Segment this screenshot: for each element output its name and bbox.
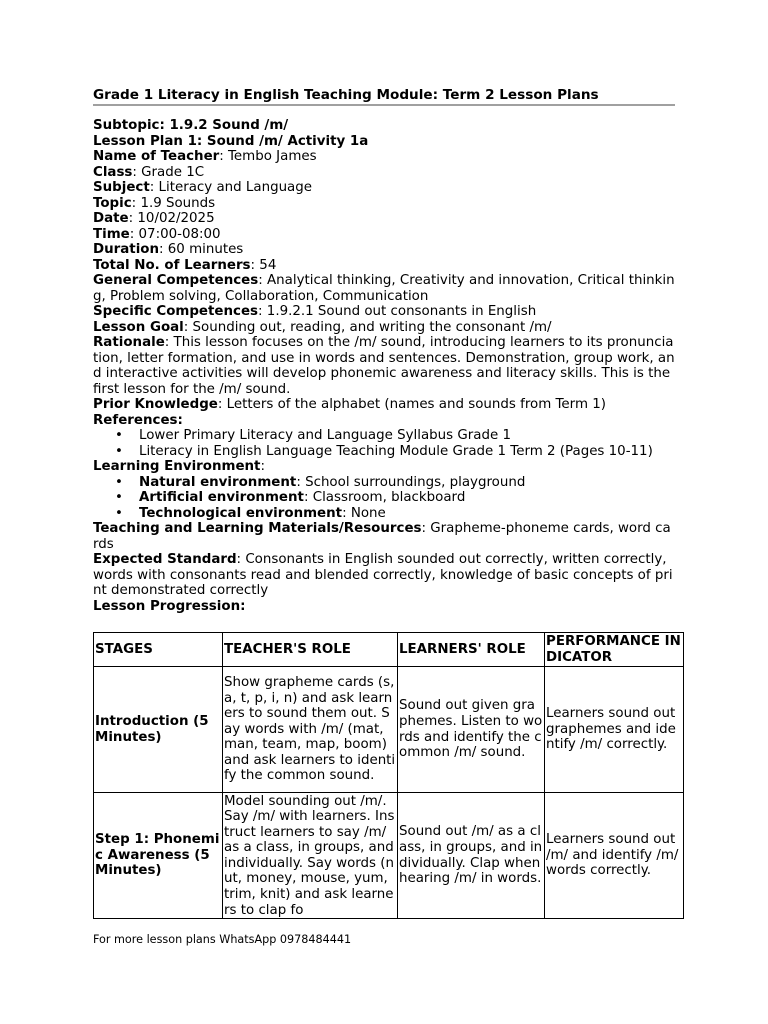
field-value: : Consonants in English sounded out correctly, written correctly, words with consonants read and blended correctly, knowledge of basic concepts of print demonstrated correctly [93, 552, 673, 598]
teacher-role-text: Model sounding out /m/. Say /m/ with learners. Instruct learners to say /m/ as a class, in groups, and individually. Say words (nut, money, mouse, yum, trim, knit) and ask learners to clap fo [224, 793, 395, 918]
environment-item-value: : Classroom, blackboard [303, 490, 466, 505]
field-label: Duration [93, 242, 160, 257]
field-topic [93, 196, 675, 212]
footer-note: For more lesson plans WhatsApp 0978484441 [93, 933, 352, 946]
field-value: : Grapheme-phoneme cards, word cards [93, 521, 671, 552]
learners-role-cell: Sound out /m/ as a class, in groups, and individually. Clap when hearing /m/ in words. [398, 793, 545, 919]
references-label: References [93, 412, 178, 428]
lesson-plan-heading: Lesson Plan 1: Sound /m/ Activity 1a [93, 133, 369, 149]
list-item: • Lower Primary Literacy and Language Syllabus Grade 1 [139, 428, 675, 444]
field-label: Time [93, 226, 130, 242]
field-label: General Competences [93, 273, 259, 288]
field-value: : Literacy and Language [149, 180, 313, 195]
list-item: • Literacy in English Language Teaching Module Grade 1 Term 2 (Pages 10-11) [139, 444, 675, 460]
header-teachers-role: TEACHER'S ROLE [223, 633, 398, 667]
field-value: : Tembo James [219, 149, 317, 164]
field-value: : 07:00-08:00 [129, 226, 221, 242]
environment-item-label: Artificial environment [139, 490, 304, 505]
field-label: Class [93, 164, 133, 180]
indicator-cell: Learners sound out /m/ and identify /m/ words correctly. [545, 793, 684, 919]
field-value: : 10/02/2025 [128, 211, 215, 226]
progression-heading [93, 599, 675, 615]
field-class [93, 165, 675, 181]
field-label: Rationale [93, 335, 165, 350]
environment-item-value: : None [342, 505, 386, 521]
list-item [139, 490, 675, 506]
environment-item-label: Natural environment [139, 474, 297, 490]
references-list [93, 428, 675, 459]
field-label: Expected Standard [93, 552, 237, 567]
field-subject [93, 180, 675, 196]
header-performance-indicator: PERFORMANCE INDICATOR [545, 633, 684, 667]
field-value: : This lesson focuses on the /m/ sound, introducing learners to its pronunciation, letter formation, and use in words and sentences. Demonstration, group work, and interactive activities will develop phonemic awareness and literacy skills. This is the first lesson for the /m/ sound. [93, 335, 675, 397]
references-colon: : [177, 412, 183, 428]
list-item [139, 506, 675, 522]
header-stages: STAGES [94, 633, 223, 667]
environment-heading [93, 459, 675, 475]
document-title: Grade 1 Literacy in English Teaching Module: Term 2 Lesson Plans [93, 87, 675, 106]
stage-cell: Step 1: Phonemic Awareness (5 Minutes) [94, 793, 223, 919]
progression-colon: : [240, 598, 246, 614]
field-label: Teaching and Learning Materials/Resources [93, 521, 422, 536]
field-value: : 54 [250, 257, 277, 273]
field-value: : Analytical thinking, Creativity and innovation, Critical thinking, Problem solving, Collaboration, Communication [93, 273, 675, 304]
learners-role-cell: Sound out given graphemes. Listen to words and identify the common /m/ sound. [398, 667, 545, 793]
progression-label: Lesson Progression [93, 598, 241, 614]
table-row [94, 793, 684, 919]
header-learners-role: LEARNERS' ROLE [398, 633, 545, 667]
field-value: : 1.9 Sounds [131, 195, 216, 211]
teacher-role-cell [223, 793, 398, 919]
field-label: Lesson Goal [93, 319, 184, 335]
lesson-details [93, 118, 675, 614]
field-label: Subject [93, 180, 150, 195]
references-heading [93, 413, 675, 429]
field-lesson-goal [93, 320, 675, 336]
environment-item-value: : School surroundings, playground [296, 474, 526, 490]
field-expected-standard [93, 552, 675, 599]
environment-label: Learning Environment [93, 459, 261, 474]
field-label: Prior Knowledge [93, 397, 218, 412]
field-value: : 1.9.2.1 Sound out consonants in English [258, 304, 537, 319]
teacher-role-cell: Show grapheme cards (s, a, t, p, i, n) and ask learners to sound them out. Say words with /m/ (mat, man, team, map, boom) and ask learners to identify the common sound. [223, 667, 398, 793]
field-value: : 60 minutes [159, 242, 244, 257]
field-value: : Sounding out, reading, and writing the consonant /m/ [183, 319, 552, 335]
field-general-competences [93, 273, 675, 304]
indicator-cell: Learners sound out graphemes and identify /m/ correctly. [545, 667, 684, 793]
stage-cell: Introduction (5 Minutes) [94, 667, 223, 793]
environment-colon: : [260, 459, 265, 474]
field-learners [93, 258, 675, 274]
field-specific-competences [93, 304, 675, 320]
lesson-progression-table [93, 632, 684, 919]
subtopic: Subtopic: 1.9.2 Sound /m/ [93, 118, 289, 133]
field-value: : Grade 1C [132, 164, 205, 180]
field-label: Date [93, 211, 129, 226]
table-row [94, 667, 684, 793]
field-materials [93, 521, 675, 552]
field-teacher [93, 149, 675, 165]
environment-item-label: Technological environment [139, 505, 343, 521]
field-value: : Letters of the alphabet (names and sounds from Term 1) [217, 397, 606, 412]
field-label: Topic [93, 195, 132, 211]
field-time [93, 227, 675, 243]
field-label: Specific Competences [93, 304, 259, 319]
field-duration [93, 242, 675, 258]
field-rationale [93, 335, 675, 397]
list-item [139, 475, 675, 491]
field-prior-knowledge [93, 397, 675, 413]
field-label: Total No. of Learners [93, 257, 251, 273]
table-header-row [94, 633, 684, 667]
field-label: Name of Teacher [93, 149, 220, 164]
field-date [93, 211, 675, 227]
environment-list [93, 475, 675, 522]
